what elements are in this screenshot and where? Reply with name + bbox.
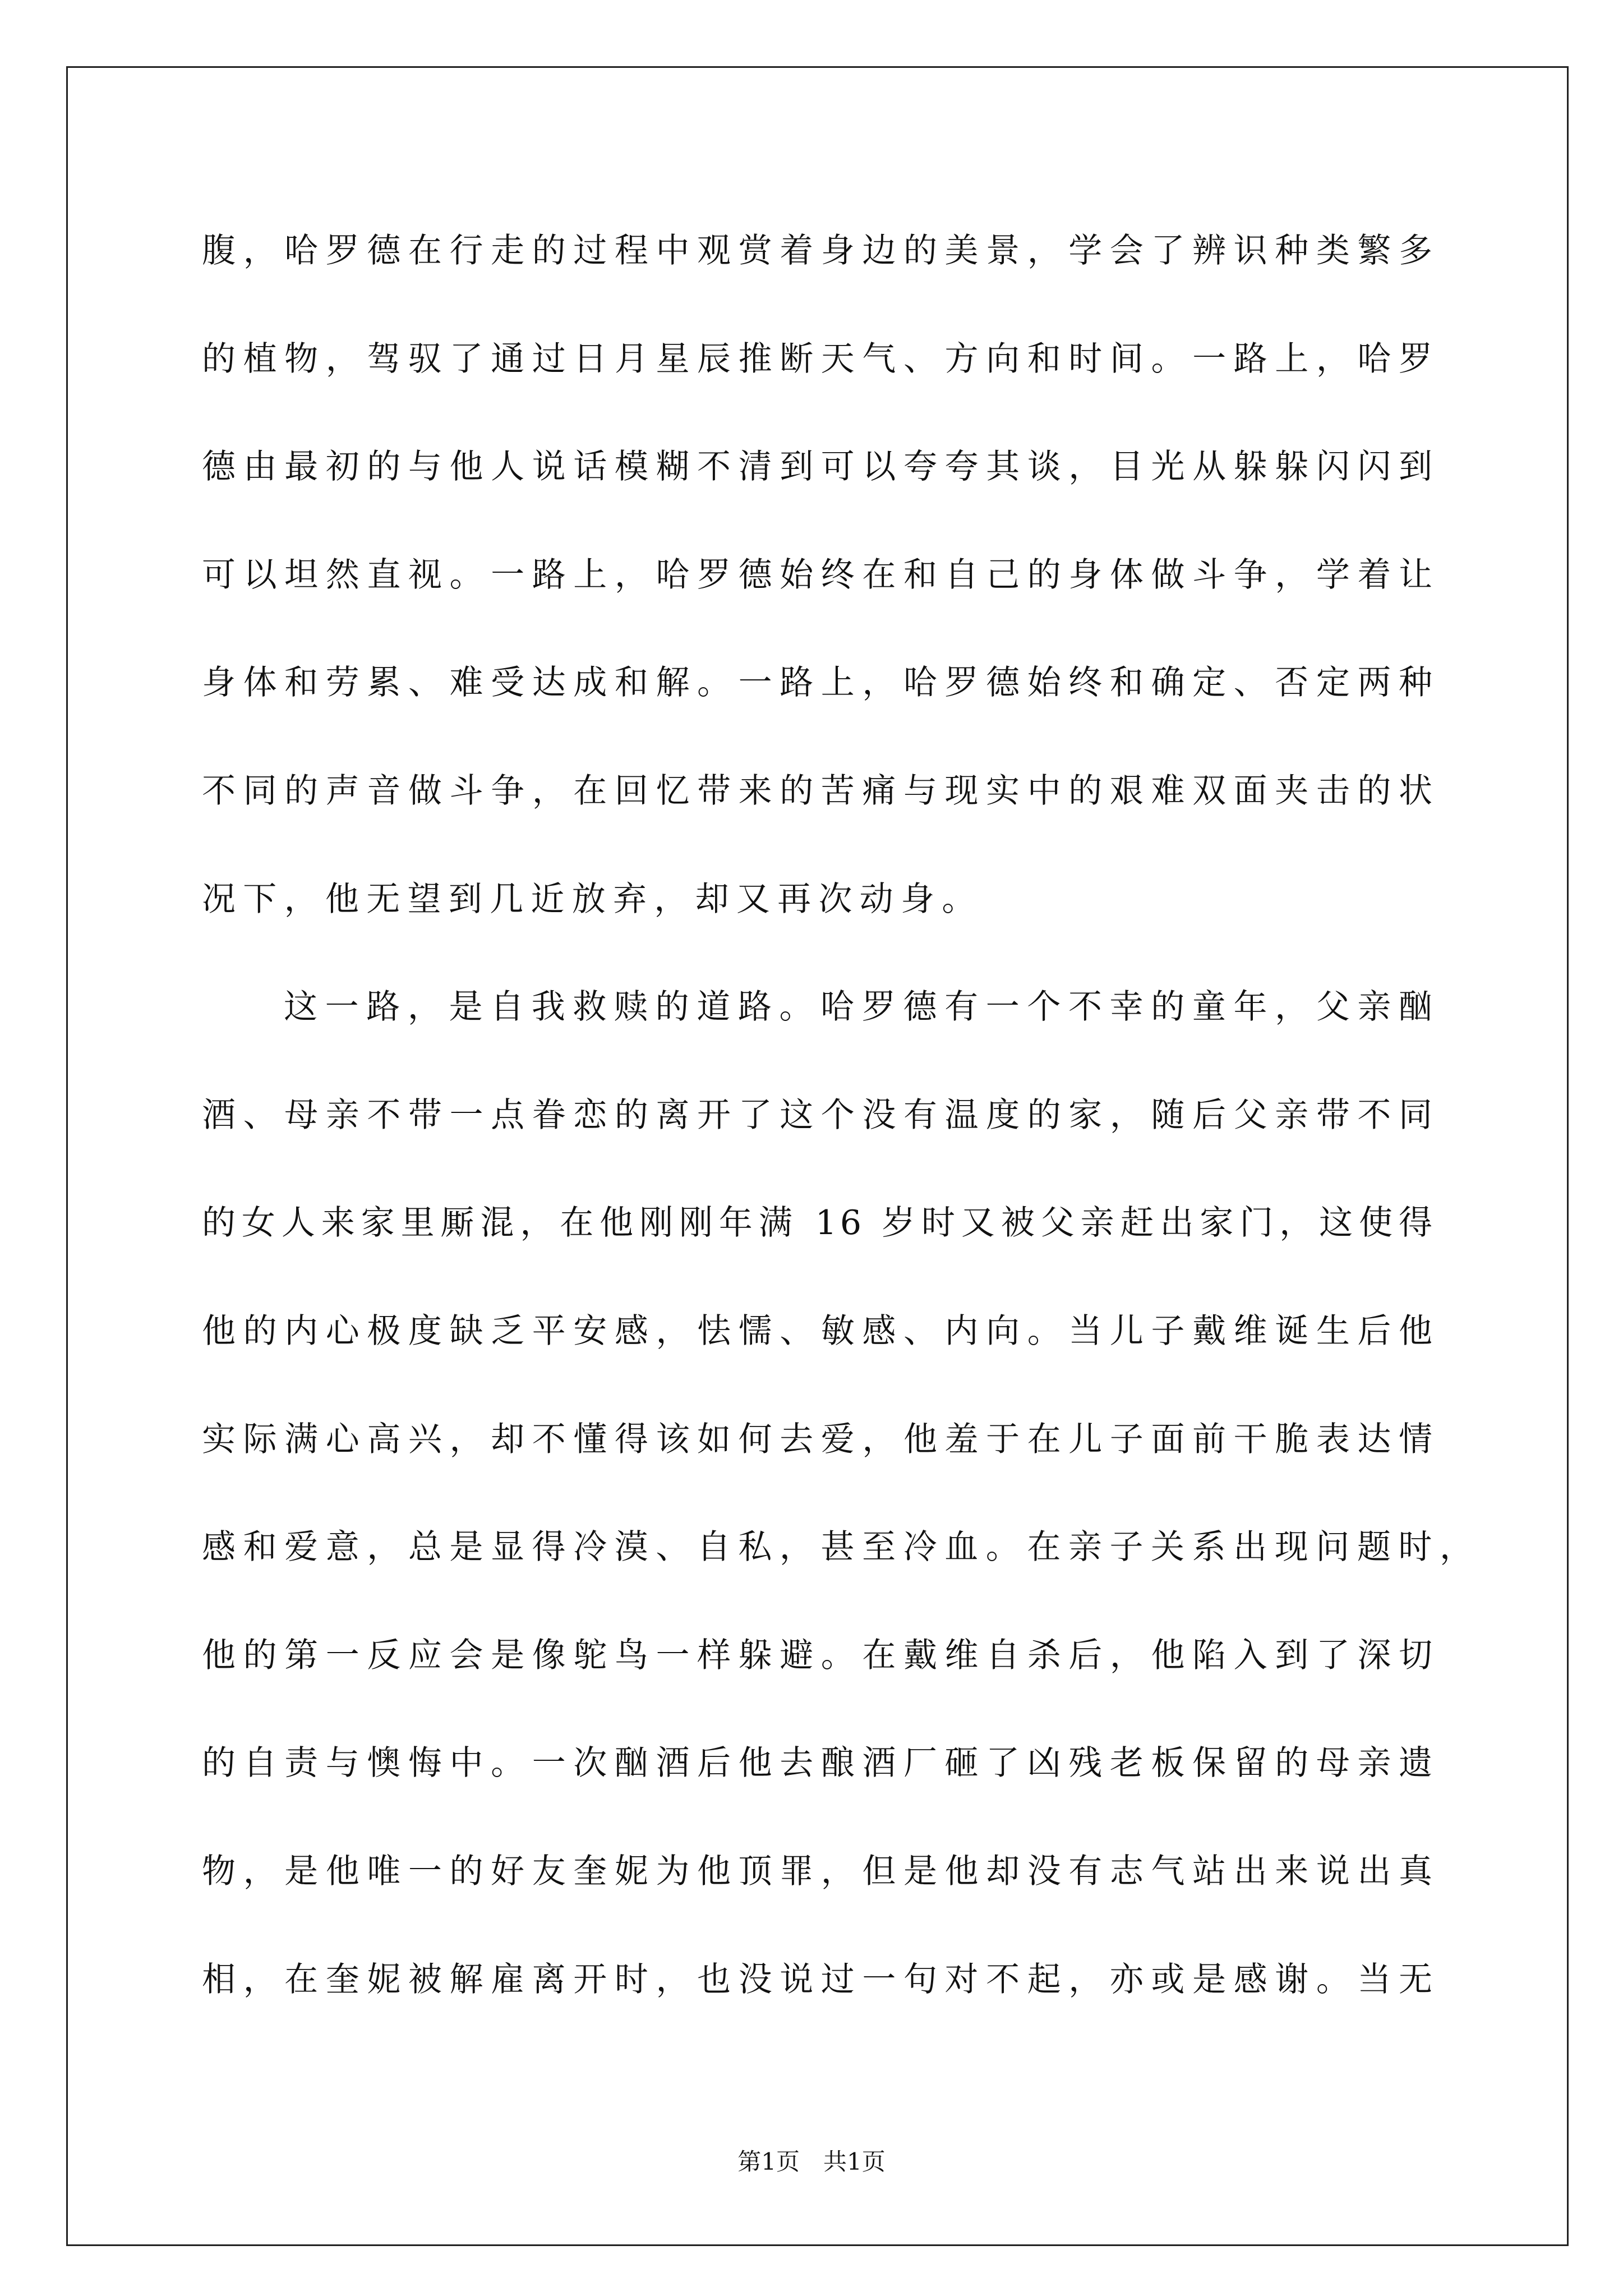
- paragraph: [202, 953, 1492, 2033]
- text-line: 身体和劳累、难受达成和解。一路上，哈罗德始终和确定、否定两种: [202, 663, 1436, 703]
- text-line: 感和爱意，总是显得冷漠、自私，甚至冷血。在亲子关系出现问题时，: [202, 1527, 1477, 1567]
- page-number-footer: 第1页 共1页: [737, 2148, 886, 2175]
- text-line: 可以坦然直视。一路上，哈罗德始终在和自己的身体做斗争，学着让: [202, 555, 1436, 595]
- text-line: 的女人来家里厮混，在他刚刚年满 16 岁时又被父亲赶出家门，这使得: [202, 1203, 1436, 1243]
- document-body: [202, 197, 1492, 2033]
- text-line: 物，是他唯一的好友奎妮为他顶罪，但是他却没有志气站出来说出真: [202, 1851, 1436, 1891]
- text-line: 这一路，是自我救赎的道路。哈罗德有一个不幸的童年，父亲酗: [284, 987, 1436, 1027]
- text-line: 他的第一反应会是像鸵鸟一样躲避。在戴维自杀后，他陷入到了深切: [202, 1635, 1436, 1675]
- text-line: 的自责与懊悔中。一次酗酒后他去酿酒厂砸了凶残老板保留的母亲遗: [202, 1743, 1436, 1783]
- text-line: 实际满心高兴，却不懂得该如何去爱，他羞于在儿子面前干脆表达情: [202, 1419, 1436, 1459]
- text-line: 不同的声音做斗争，在回忆带来的苦痛与现实中的艰难双面夹击的状: [202, 771, 1436, 811]
- text-line: 酒、母亲不带一点眷恋的离开了这个没有温度的家，随后父亲带不同: [202, 1095, 1436, 1135]
- text-line: 的植物，驾驭了通过日月星辰推断天气、方向和时间。一路上，哈罗: [202, 339, 1436, 379]
- text-line: 相，在奎妮被解雇离开时，也没说过一句对不起，亦或是感谢。当无: [202, 1959, 1436, 1999]
- text-line: 况下，他无望到几近放弃，却又再次动身。: [202, 879, 983, 919]
- text-line: 腹，哈罗德在行走的过程中观赏着身边的美景，学会了辨识种类繁多: [202, 231, 1436, 270]
- paragraph: [202, 197, 1492, 953]
- text-line: 德由最初的与他人说话模糊不清到可以夸夸其谈，目光从躲躲闪闪到: [202, 447, 1436, 487]
- text-line: 他的内心极度缺乏平安感，怯懦、敏感、内向。当儿子戴维诞生后他: [202, 1311, 1436, 1351]
